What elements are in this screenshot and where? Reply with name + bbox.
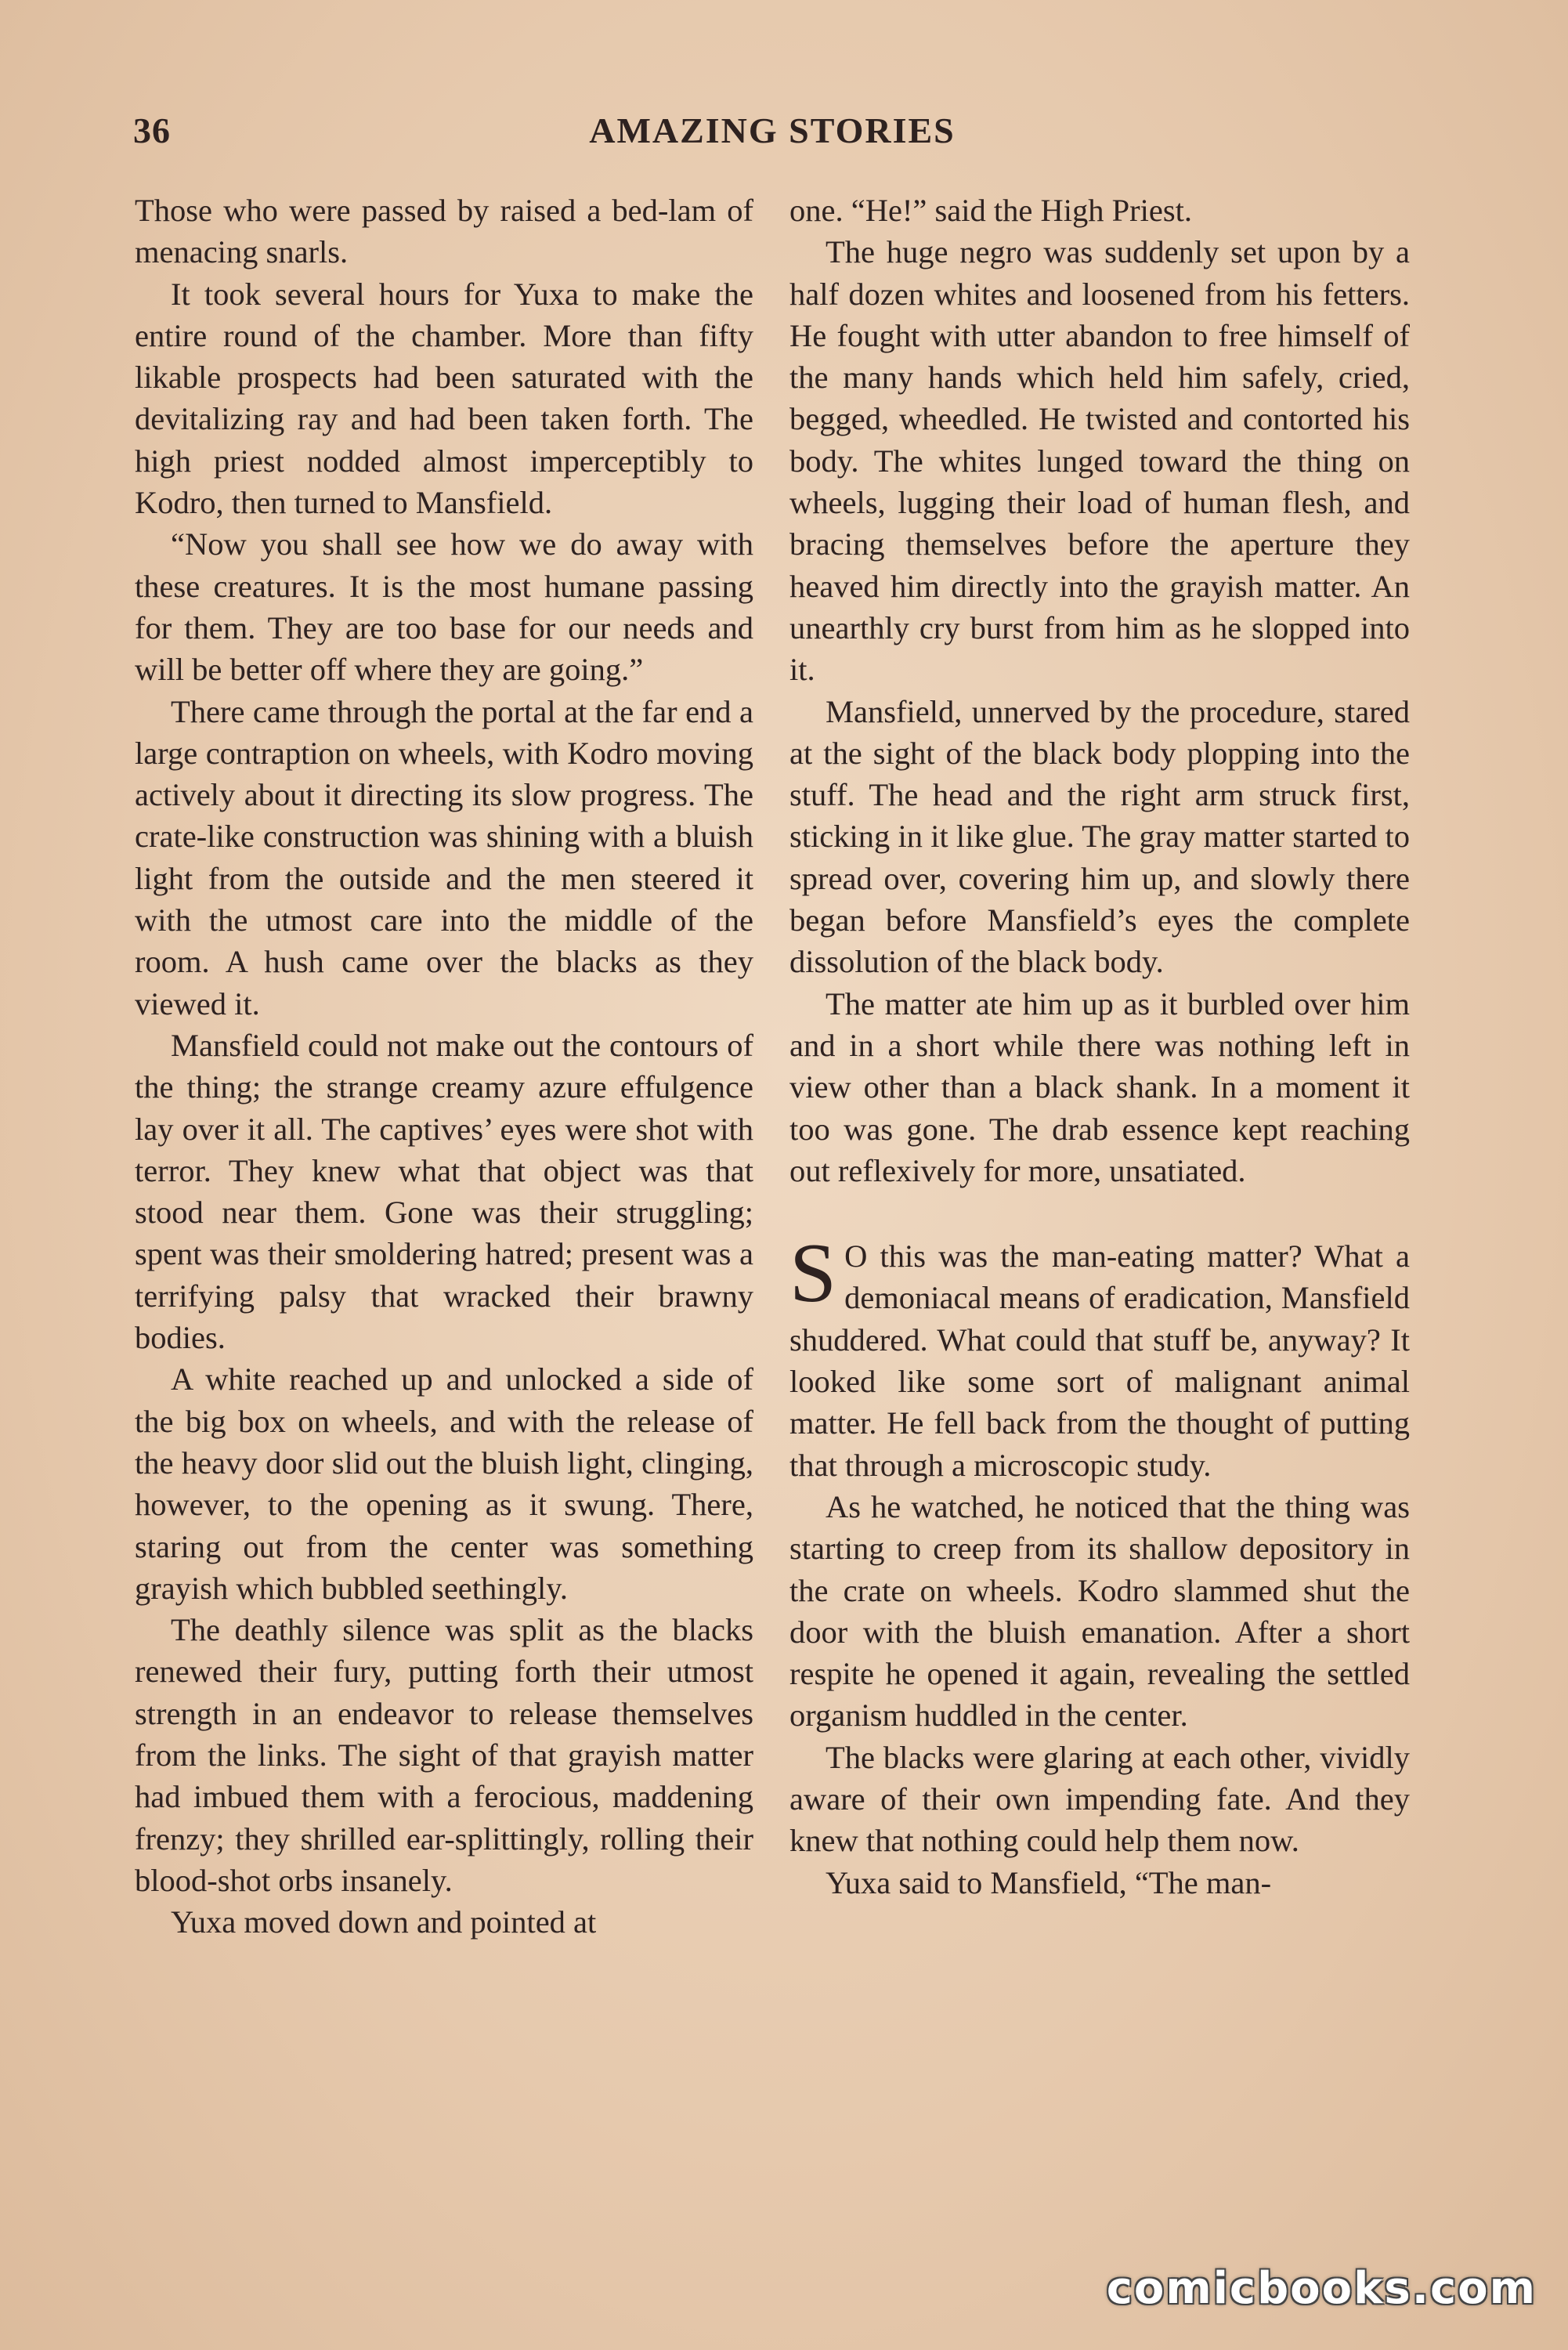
- paragraph: As he watched, he noticed that the thing was starting to creep from its shallow depository in the crate on wheels. Kodro slammed shut the door with the bluish emanation. After a short respite he opened it again, revealing the settled organism huddled in the center.: [789, 1488, 1410, 1734]
- paragraph: A white reached up and unlocked a side of the big box on wheels, and with the release of the heavy door slid out the bluish light, clinging, however, to the opening as it swung. There, staring out from the center was something grayish which bubbled seethingly.: [135, 1361, 753, 1606]
- paragraph: Yuxa moved down and pointed at: [171, 1904, 597, 1940]
- running-title: AMAZING STORIES: [589, 110, 956, 150]
- paragraph: It took several hours for Yuxa to make the entire round of the chamber. More than fifty likable prospects had been saturated with the devitalizing ray and had been taken forth. The high priest nodded almost imperceptibly to Kodro, then turned to Mansfield.: [135, 276, 753, 521]
- paragraph: Mansfield, unnerved by the procedure, stared at the sight of the black body plopping into the stuff. The head and the right arm struck first, sticking in it like glue. The gray matter started to spread over, covering him up, and slowly there began before Mansfield’s eyes the complete dissolution of the black body.: [789, 693, 1410, 980]
- paragraph: Yuxa said to Mansfield, “The man-: [826, 1864, 1272, 1900]
- drop-cap: S: [789, 1227, 837, 1321]
- watermark: comicbooks.com: [1106, 2263, 1537, 2314]
- paragraph: one. “He!” said the High Priest.: [789, 193, 1192, 228]
- paragraph: Mansfield could not make out the contours of the thing; the strange creamy azure effulgence lay over it all. The captives’ eyes were shot with terror. They knew what that object was that stood near them. Gone was their struggling; spent was their smoldering hatred; present was a terrifying palsy that wracked their brawny bodies.: [135, 1027, 753, 1356]
- paragraph: “Now you shall see how we do away with these creatures. It is the most humane passing for them. They are too base for our needs and will be better off where they are going.”: [135, 526, 753, 688]
- page-header: [133, 110, 1411, 164]
- paragraph: There came through the portal at the far end a large contraption on wheels, with Kodro moving actively about it directing its slow progress. The crate-like construction was shining with a bluish light from the outside and the men steered it with the utmost care into the middle of the room. A hush came over the blacks as they viewed it.: [135, 693, 753, 1021]
- section-first-paragraph: [789, 1227, 1410, 1486]
- right-column: [789, 190, 1410, 1904]
- left-column: [135, 190, 753, 1943]
- paragraph: Those who were passed by raised a bed-lam of menacing snarls.: [135, 193, 753, 270]
- paragraph: The matter ate him up as it burbled over him and in a short while there was nothing left in view other than a black shank. In a moment it too was gone. The drab essence kept reaching out reflexively for more, unsatiated.: [789, 985, 1410, 1188]
- paragraph: The huge negro was suddenly set upon by a half dozen whites and loosened from his fetters. He fought with utter abandon to free himself of the many hands which held him safely, cried, begged, wheedled. He twisted and contorted his body. The whites lunged toward the thing on wheels, lugging their load of human flesh, and bracing themselves before the aperture they heaved him directly into the grayish matter. An unearthly cry burst from him as he slopped into it.: [789, 234, 1410, 688]
- section-first-paragraph-text: O this was the man-eating matter? What a demoniacal means of eradication, Mansfield shuddered. What could that stuff be, anyway? It looked like some sort of malignant animal matter. He fell back from the thought of putting that through a microscopic study.: [789, 1238, 1410, 1483]
- paragraph: The deathly silence was split as the blacks renewed their fury, putting forth their utmost strength in an endeavor to release themselves from the links. The sight of that grayish matter had imbued them with a ferocious, maddening frenzy; they shrilled ear-splittingly, rolling their blood-shot orbs insanely.: [135, 1612, 753, 1898]
- paragraph: The blacks were glaring at each other, vividly aware of their own impending fate. And they knew that nothing could help them now.: [789, 1739, 1410, 1859]
- page-number: 36: [133, 110, 171, 150]
